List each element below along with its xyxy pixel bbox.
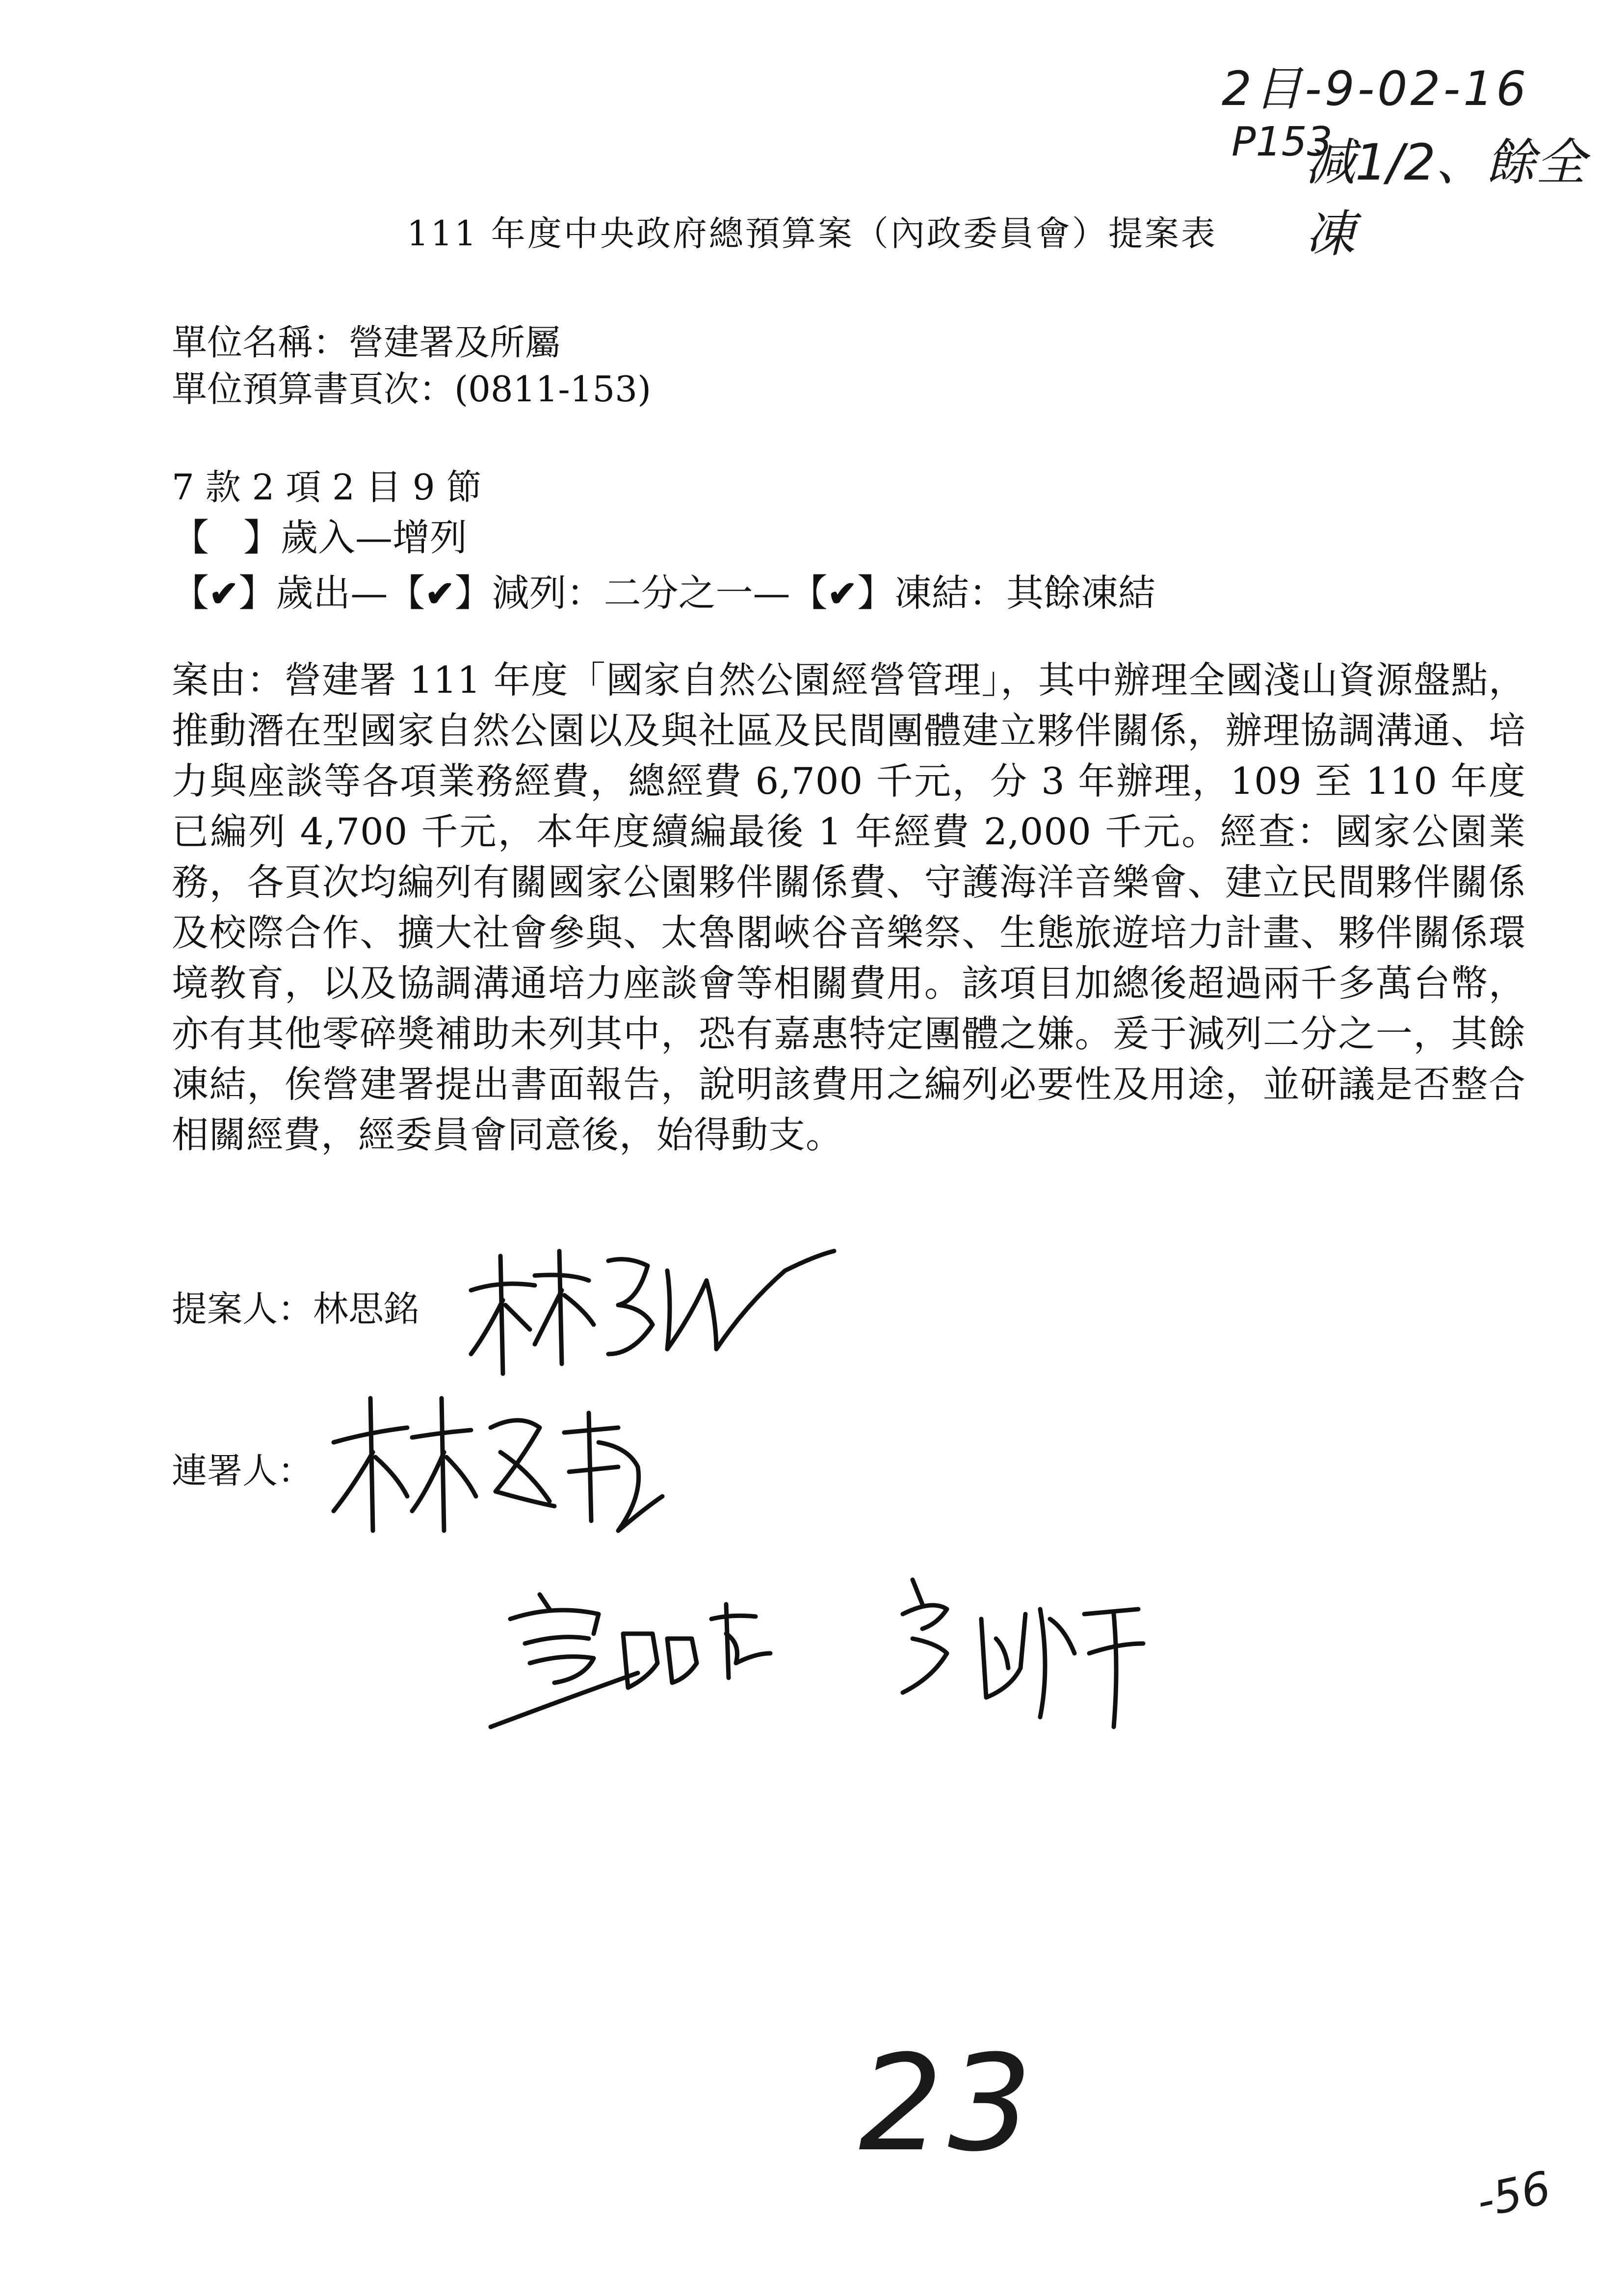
budget-page-value: (0811-153) [454, 368, 652, 410]
dash-separator: — [753, 571, 790, 615]
unit-name-line [172, 314, 560, 365]
reduce-label: 減列：二分之一 [492, 571, 753, 615]
corner-mark: -56 [1472, 2161, 1555, 2228]
handwritten-page-number: 23 [859, 2026, 1037, 2181]
annotation-page-ref: P153 [1231, 119, 1333, 165]
check-icon: ✔ [827, 573, 857, 614]
cosigner-signature-3 [883, 1570, 1158, 1732]
reason-paragraph: 案由：營建署 111 年度「國家自然公園經營管理」，其中辦理全國淺山資源盤點，推動潛在型國家自然公園以及與社區及民間團體建立夥伴關係，辦理協調溝通、培力與座談等各項業務經費，總經費 6,700 千元，分 3 年辦理，109 至 110 年度已編列 4,700 千元，本年度續編最後 1 年經費 2,000 千元。經查：國家公園業務，各頁次均編列有關國家公園夥伴關係費、守護海洋音樂會、建立民間夥伴關係及校際合作、擴大社會參與、太魯閣峽谷音樂祭、生態旅遊培力計畫、夥伴關係環境教育，以及協調溝通培力座談會等相關費用。該項目加總後超過兩千多萬台幣，亦有其他零碎獎補助未列其中，恐有嘉惠特定團體之嫌。爰于減列二分之一，其餘凍結，俟營建署提出書面報告，說明該費用之編列必要性及用途，並研議是否整合相關經費，經委員會同意後，始得動支。 [172, 658, 1526, 1156]
annotation-code: 2目-9-02-16 [1222, 61, 1529, 116]
cosigner-signature-2 [481, 1580, 785, 1737]
revenue-label: 歲入—增列 [281, 516, 467, 559]
reduce-checkbox[interactable]: 【✔】 [388, 571, 492, 615]
expenditure-label: 歲出— [276, 571, 388, 615]
proposer-line [172, 1280, 419, 1331]
revenue-row [172, 508, 467, 561]
expenditure-row [172, 563, 1155, 617]
budget-page-label: 單位預算書頁次： [172, 368, 455, 410]
cosigner-signature-1 [324, 1383, 667, 1545]
annotation-decision: 減1/2、餘全凍 [1305, 133, 1586, 263]
freeze-checkbox[interactable]: 【✔】 [790, 571, 894, 615]
freeze-label: 凍結：其餘凍結 [894, 571, 1155, 615]
revenue-checkbox[interactable]: 【 】 [172, 516, 281, 559]
proposer-signature [461, 1226, 844, 1388]
unit-name-label: 單位名稱： [172, 322, 349, 363]
proposer-label: 提案人： [172, 1288, 314, 1330]
proposer-name: 林思銘 [313, 1288, 419, 1330]
unit-name-value: 營建署及所屬 [348, 322, 561, 363]
check-icon: ✔ [209, 573, 239, 614]
cosigner-label: 連署人： [172, 1450, 314, 1491]
budget-page-line [172, 361, 651, 412]
expenditure-checkbox[interactable]: 【✔】 [172, 571, 276, 615]
item-code: 7 款 2 項 2 目 9 節 [172, 467, 482, 508]
page-title: 111 年度中央政府總預算案（內政委員會）提案表 [407, 213, 1217, 254]
check-icon: ✔ [425, 573, 455, 614]
